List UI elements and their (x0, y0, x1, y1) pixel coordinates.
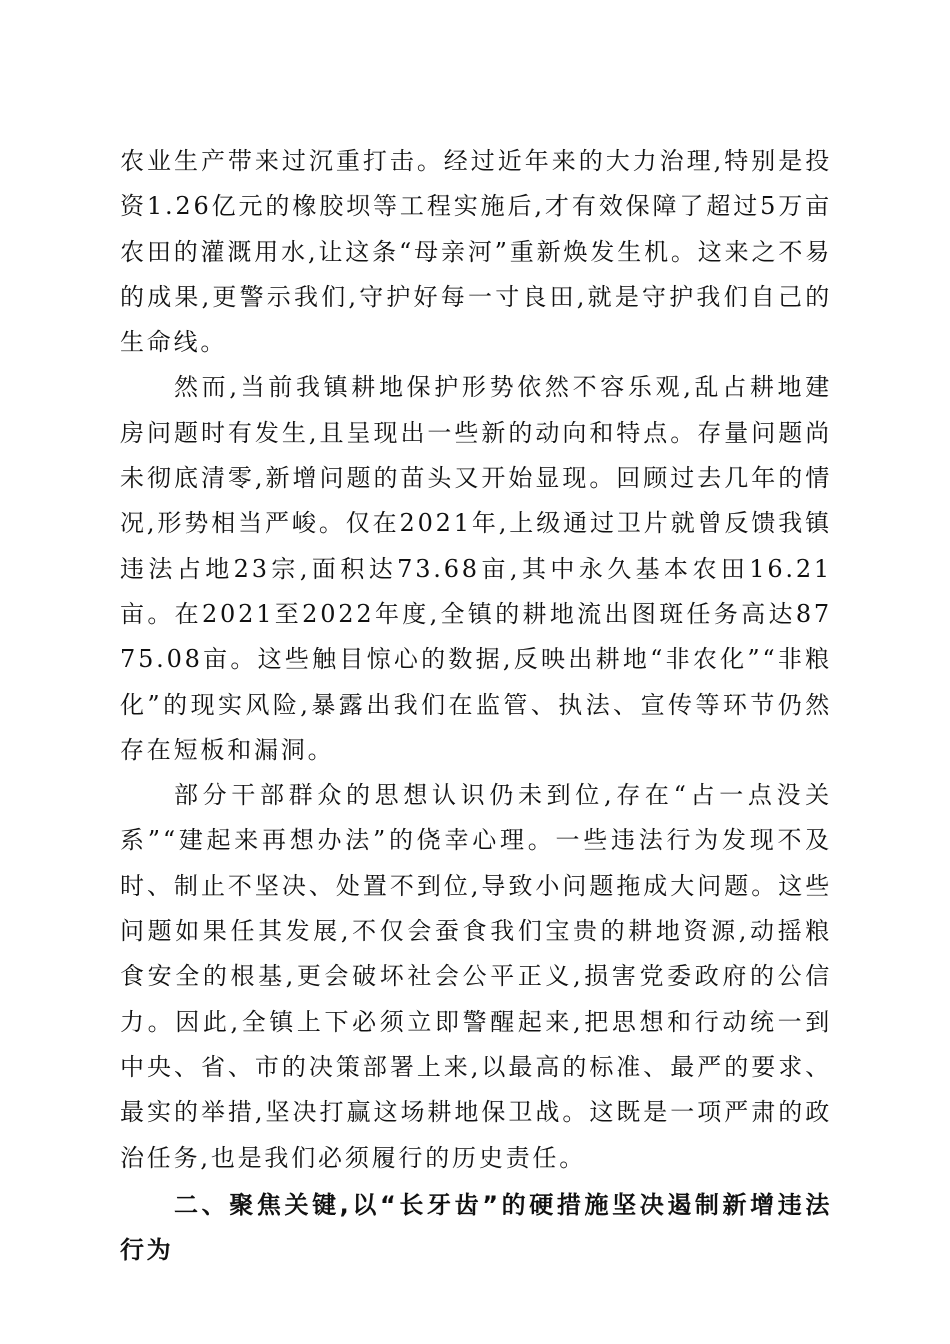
paragraph-awareness: 部分干部群众的思想认识仍未到位,存在“占一点没关系”“建起来再想办法”的侥幸心理。一些违法行为发现不及时、制止不坚决、处置不到位,导致小问题拖成大问题。这些问题如果任其发展,不仅会蚕食我们宝贵的耕地资源,动摇粮食安全的根基,更会破坏社会公平正义,损害党委政府的公信力。因此,全镇上下必须立即警醒起来,把思想和行动统一到中央、省、市的决策部署上来,以最高的标准、最严的要求、最实的举措,坚决打赢这场耕地保卫战。这既是一项严肃的政治任务,也是我们必须履行的历史责任。 (120, 781, 832, 1172)
section-heading: 二、聚焦关键,以“长牙齿”的硬措施坚决遏制新增违法行为 (120, 1190, 832, 1265)
document-body (120, 139, 832, 1273)
paragraph-situation: 然而,当前我镇耕地保护形势依然不容乐观,乱占耕地建房问题时有发生,且呈现出一些新的动向和特点。存量问题尚未彻底清零,新增问题的苗头又开始显现。回顾过去几年的情况,形势相当严峻。仅在2021年,上级通过卫片就曾反馈我镇违法占地23宗,面积达73.68亩,其中永久基本农田16.21亩。在2021至2022年度,全镇的耕地流出图斑任务高达8775.08亩。这些触目惊心的数据,反映出耕地“非农化”“非粮化”的现实风险,暴露出我们在监管、执法、宣传等环节仍然存在短板和漏洞。 (120, 373, 832, 764)
paragraph-continuation: 农业生产带来过沉重打击。经过近年来的大力治理,特别是投资1.26亿元的橡胶坝等工程实施后,才有效保障了超过5万亩农田的灌溉用水,让这条“母亲河”重新焕发生机。这来之不易的成果,更警示我们,守护好每一寸良田,就是守护我们自己的生命线。 (120, 147, 832, 357)
